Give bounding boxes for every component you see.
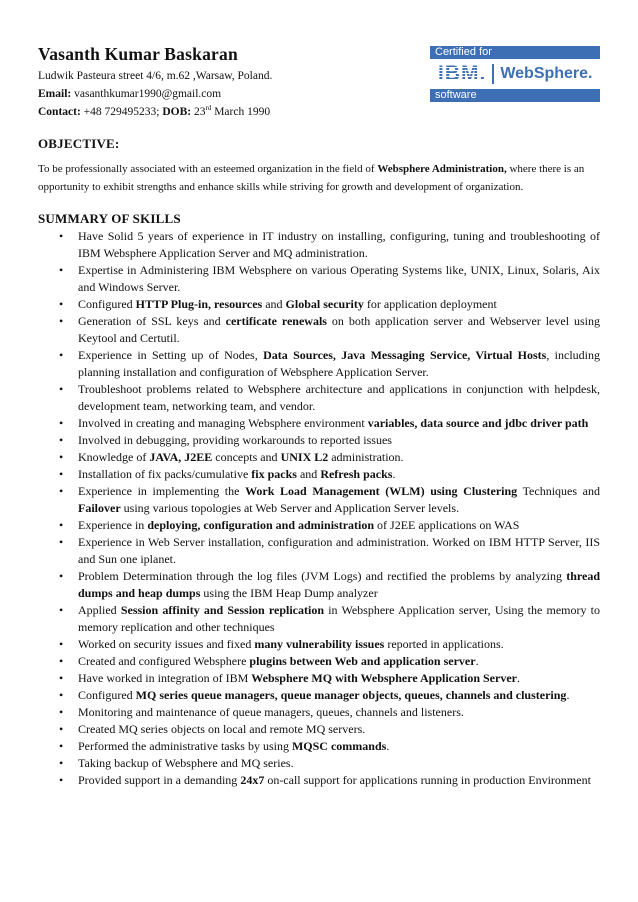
skill-item xyxy=(38,432,600,449)
skill-text: Applied xyxy=(78,603,121,617)
skill-text-bold: thread dumps and heap dumps xyxy=(78,569,600,600)
skill-item xyxy=(38,517,600,534)
skill-text-bold: Websphere MQ with Websphere Application Server xyxy=(251,671,517,685)
skill-text: . xyxy=(516,671,520,685)
skill-item xyxy=(38,415,600,432)
skill-text-bold: fix packs xyxy=(251,467,297,481)
skills-list xyxy=(38,228,600,789)
skill-text-bold: Data Sources, Java Messaging Service, Virtual Hosts xyxy=(263,348,547,362)
skill-text-bold: UNIX L2 xyxy=(280,450,329,464)
skill-item xyxy=(38,449,600,466)
skill-item xyxy=(38,381,600,415)
skills-heading: SUMMARY OF SKILLS xyxy=(38,211,181,226)
skill-item xyxy=(38,466,600,483)
skill-item xyxy=(38,228,600,262)
skill-item xyxy=(38,568,600,602)
skill-item xyxy=(38,296,600,313)
skill-text: Troubleshoot problems related to Websphere architecture and applications in conjunction with helpdesk, development team, networking team, and vendor. xyxy=(78,382,600,413)
skill-text: Involved in debugging, providing workarounds to reported issues xyxy=(78,433,392,447)
skill-text: administration. xyxy=(328,450,404,464)
skill-text: Configured xyxy=(78,688,136,702)
skill-text: Worked on security issues and fixed xyxy=(78,637,255,651)
skill-text: Experience in xyxy=(78,518,148,532)
skill-text: concepts and xyxy=(212,450,281,464)
skill-text-bold: Work Load Management (WLM) using Clustering xyxy=(245,484,518,498)
skill-text: using various topologies at Web Server and Application Server levels. xyxy=(120,501,460,515)
skill-text: Performed the administrative tasks by using xyxy=(78,739,292,753)
skill-text: Knowledge of xyxy=(78,450,150,464)
objective-text xyxy=(38,160,604,196)
skill-text: . xyxy=(475,654,479,668)
dob-label: DOB: xyxy=(162,105,192,118)
skill-text: Involved in creating and managing Websphere environment xyxy=(78,416,368,430)
skill-item xyxy=(38,262,600,296)
skill-text: reported in applications. xyxy=(384,637,504,651)
skill-text: in Websphere Application server, Using the memory to memory replication and other techniques xyxy=(78,603,600,634)
objective-heading: OBJECTIVE: xyxy=(38,136,120,151)
skill-item xyxy=(38,772,600,789)
websphere-logo: WebSphere. xyxy=(500,65,593,82)
badge-divider xyxy=(492,64,494,84)
skill-text: Techniques and xyxy=(517,484,600,498)
badge-logo-row xyxy=(430,59,600,89)
email-label: Email: xyxy=(38,88,72,100)
dob-day: 23 xyxy=(191,105,206,118)
contact-line xyxy=(38,104,270,118)
skill-text-bold: HTTP Plug-in, resources xyxy=(135,297,263,311)
skill-text: on-call support for applications running in production Environment xyxy=(264,773,591,787)
skill-text-bold: JAVA, J2EE xyxy=(149,450,213,464)
skill-text: . xyxy=(386,739,390,753)
skill-item xyxy=(38,687,600,704)
dob-ordinal: rd xyxy=(205,104,212,112)
skill-text-bold: plugins between Web and application server xyxy=(249,654,476,668)
skill-text: Have Solid 5 years of experience in IT industry on installing, configuring, tuning and troubleshooting of IBM Websphere Application Server and MQ administration. xyxy=(78,229,600,260)
skill-text: Provided support in a demanding xyxy=(78,773,241,787)
skill-item xyxy=(38,534,600,568)
skill-item xyxy=(38,602,600,636)
skill-text: Configured xyxy=(78,297,136,311)
skill-text: Problem Determination through the log files (JVM Logs) and rectified the problems by analyzing xyxy=(78,569,567,583)
skill-text: of J2EE applications on WAS xyxy=(374,518,520,532)
skill-text-bold: variables, data source and jdbc driver path xyxy=(367,416,589,430)
skill-text: Taking backup of Websphere and MQ series. xyxy=(78,756,294,770)
skill-item xyxy=(38,636,600,653)
skill-text-bold: MQ series queue managers, queue manager objects, queues, channels and clustering xyxy=(135,688,567,702)
skill-text-bold: MQSC commands xyxy=(291,739,387,753)
skill-text: Experience in Web Server installation, configuration and administration. Worked on IBM HTTP Server, IIS and Sun one iplanet. xyxy=(78,535,600,566)
skill-text: and xyxy=(262,297,286,311)
phone-number: +48 729495233; xyxy=(80,105,163,118)
skill-item xyxy=(38,670,600,687)
skill-text: Expertise in Administering IBM Websphere on various Operating Systems like, UNIX, Linux, Solaris, Aix and Windows Server. xyxy=(78,263,600,294)
skill-text: Experience in implementing the xyxy=(78,484,246,498)
skill-text-bold: many vulnerability issues xyxy=(254,637,385,651)
skill-text: Created MQ series objects on local and remote MQ servers. xyxy=(78,722,366,736)
skill-item xyxy=(38,755,600,772)
skill-text: Have worked in integration of IBM xyxy=(78,671,252,685)
skill-text: using the IBM Heap Dump analyzer xyxy=(200,586,378,600)
skill-text: for application deployment xyxy=(363,297,497,311)
skill-item xyxy=(38,721,600,738)
skill-item xyxy=(38,738,600,755)
skill-text-bold: Failover xyxy=(78,501,121,515)
skill-text: Created and configured Websphere xyxy=(78,654,250,668)
skill-text: Generation of SSL keys and xyxy=(78,314,226,328)
email-address: vasanthkumar1990@gmail.com xyxy=(71,88,222,100)
skill-text: and xyxy=(296,467,321,481)
objective-text-bold: Websphere Administration, xyxy=(377,163,507,175)
skill-item xyxy=(38,653,600,670)
skill-text: Experience in Setting up of Nodes, xyxy=(78,348,264,362)
skill-item xyxy=(38,313,600,347)
skill-text-bold: Session affinity and Session replication xyxy=(120,603,325,617)
candidate-name: Vasanth Kumar Baskaran xyxy=(38,44,238,64)
badge-bottom-text: software xyxy=(430,89,600,102)
skill-text: . xyxy=(392,467,396,481)
skill-text-bold: 24x7 xyxy=(240,773,265,787)
objective-text-part: To be professionally associated with an esteemed organization in the field of xyxy=(38,163,378,175)
skill-text-bold: Refresh packs xyxy=(320,467,393,481)
contact-label: Contact: xyxy=(38,105,81,118)
skill-item xyxy=(38,704,600,721)
objective-text-part: where there is an opportunity to exhibit strengths and enhance skills while striving for growth and development of organization. xyxy=(38,163,585,193)
dob-rest: March 1990 xyxy=(211,105,271,118)
ibm-logo: IBM. xyxy=(438,62,487,85)
skill-text: on both application server and Webserver level using Keytool and Certutil. xyxy=(78,314,601,345)
skill-text-bold: Global security xyxy=(285,297,364,311)
skill-text-bold: certificate renewals xyxy=(225,314,327,328)
skill-text: Installation of fix packs/cumulative xyxy=(78,467,252,481)
address: Ludwik Pasteura street 4/6, m.62 ,Warsaw, Poland. xyxy=(38,70,273,82)
websphere-certification-badge xyxy=(430,46,600,102)
email-line xyxy=(38,88,221,100)
skill-text: . xyxy=(566,688,570,702)
skill-text: Monitoring and maintenance of queue managers, queues, channels and listeners. xyxy=(78,705,464,719)
skill-item xyxy=(38,347,600,381)
badge-top-text: Certified for xyxy=(430,46,600,59)
skill-text-bold: deploying, configuration and administration xyxy=(147,518,375,532)
skill-item xyxy=(38,483,600,517)
skill-text: , including planning installation and configuration of Websphere Application Server. xyxy=(78,348,601,379)
